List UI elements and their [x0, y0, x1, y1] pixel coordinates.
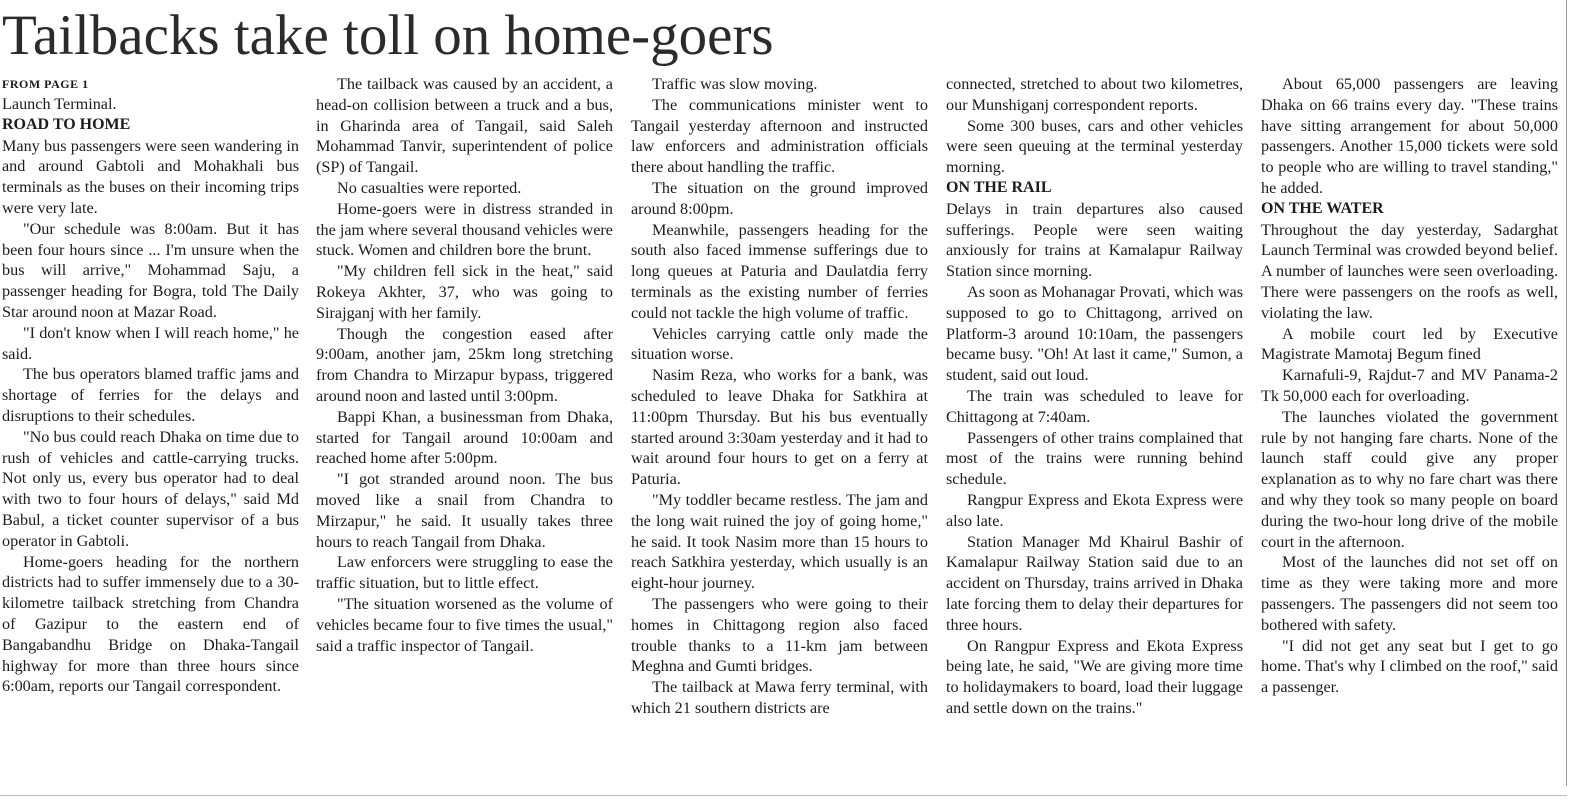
paragraph: Home-goers were in distress stranded in the jam where several thousand vehicles were stuck. Women and children bore the brunt. — [316, 199, 613, 260]
paragraph: Delays in train departures also caused sufferings. People were seen waiting anxiously for trains at Kamalapur Railway Station since morning. — [946, 199, 1243, 281]
paragraph: "The situation worsened as the volume of vehicles became four to five times the usual," said a traffic inspector of Tangail. — [316, 594, 613, 655]
paragraph: Throughout the day yesterday, Sadarghat Launch Terminal was crowded beyond belief. A number of launches were seen overloading. There were passengers on the roofs as well, violating the law. — [1261, 220, 1558, 322]
paragraph: "No bus could reach Dhaka on time due to rush of vehicles and cattle-carrying trucks. Not only us, every bus operator had to deal with two to four hours of delays," said Md Babul, a ticket counter supervisor of a bus operator in Gabtoli. — [2, 427, 299, 550]
jump-kicker: FROM PAGE 1 — [2, 77, 89, 91]
continued-line: Launch Terminal. — [2, 95, 117, 113]
paragraph: connected, stretched to about two kilometres, our Munshiganj correspondent reports. — [946, 75, 1243, 114]
paragraph: Bappi Khan, a businessman from Dhaka, started for Tangail around 10:00am and reached home after 5:00pm. — [316, 407, 613, 468]
paragraph: Home-goers heading for the northern districts had to suffer immensely due to a 30-kilometre tailback stretching from Chandra of Gazipur to the eastern end of Bangabandhu Bridge on Dhaka-Tangail highway for more than three hours since 6:00am, reports our Tangail correspondent. — [2, 552, 299, 696]
article-columns — [0, 74, 1566, 786]
paragraph: On Rangpur Express and Ekota Express being late, he said, "We are giving more time to holidaymakers to board, load their luggage and settle down on the trains." — [946, 636, 1243, 717]
bottom-border-rule — [0, 795, 1567, 796]
paragraph: A mobile court led by Executive Magistrate Mamotaj Begum fined — [1261, 324, 1558, 364]
column-2 — [316, 74, 613, 786]
paragraph: "I don't know when I will reach home," he said. — [2, 323, 299, 363]
column-5 — [1261, 74, 1558, 786]
paragraph: Vehicles carrying cattle only made the situation worse. — [631, 324, 928, 364]
paragraph: Though the congestion eased after 9:00am, another jam, 25km long stretching from Chandra to Mirzapur bypass, triggered around noon and lasted until 3:00pm. — [316, 324, 613, 405]
paragraph: The passengers who were going to their homes in Chittagong region also faced trouble thanks to a 11-km jam between Meghna and Gumti bridges. — [631, 594, 928, 676]
paragraph: Passengers of other trains complained that most of the trains were running behind schedule. — [946, 428, 1243, 489]
paragraph: Nasim Reza, who works for a bank, was scheduled to leave Dhaka for Satkhira at 11:00pm Thursday. But his bus eventually started around 3:30am yesterday and it had to wait around four hours to get on a ferry at Paturia. — [631, 366, 928, 489]
paragraph: Station Manager Md Khairul Bashir of Kamalapur Railway Station said due to an accident on Thursday, trains arrived in Dhaka late forcing them to delay their departures for three hours. — [946, 532, 1243, 634]
paragraph: Meanwhile, passengers heading for the south also faced immense sufferings due to long queues at Paturia and Daulatdia ferry terminals as the existing number of ferries could not tackle the high volume of traffic. — [631, 220, 928, 322]
paragraph: Karnafuli-9, Rajdut-7 and MV Panama-2 Tk 50,000 each for overloading. — [1261, 366, 1558, 405]
right-border-rule — [1566, 0, 1567, 786]
paragraph: Law enforcers were struggling to ease the traffic situation, but to little effect. — [316, 553, 613, 593]
paragraph: The tailback at Mawa ferry terminal, with which 21 southern districts are — [631, 678, 928, 717]
paragraph: About 65,000 passengers are leaving Dhaka on 66 trains every day. "These trains have sitting arrangement for about 50,000 passengers. Another 15,000 tickets were sold to people who are willing to travel standing," he added. — [1261, 75, 1558, 197]
paragraph: The launches violated the government rule by not hanging fare charts. None of the launch staff could give any proper explanation as to why no fare chart was there and why they took so many people on board during the two-hour long drive of the mobile court in the afternoon. — [1261, 407, 1558, 551]
paragraph: As soon as Mohanagar Provati, which was supposed to go to Chittagong, arrived on Platform-3 around 10:10am, the passengers became busy. "Oh! At last it came," Sumon, a student, said out loud. — [946, 282, 1243, 385]
subhead-road-to-home: ROAD TO HOME — [2, 115, 131, 133]
paragraph: "My children fell sick in the heat," said Rokeya Akhter, 37, who was going to Sirajganj with her family. — [316, 262, 613, 322]
column-3 — [631, 74, 928, 786]
paragraph: Many bus passengers were seen wandering in and around Gabtoli and Mohakhali bus terminals as the buses on their incoming trips were very late. — [2, 136, 299, 217]
paragraph: "My toddler became restless. The jam and the long wait ruined the joy of going home," he said. It took Nasim more than 15 hours to reach Satkhira yesterday, which usually is an eight-hour journey. — [631, 490, 928, 593]
paragraph: No casualties were reported. — [337, 178, 522, 197]
paragraph: "I got stranded around noon. The bus moved like a snail from Chandra to Mirzapur," he said. It usually takes three hours to reach Tangail from Dhaka. — [316, 470, 613, 551]
column-1 — [2, 74, 299, 786]
paragraph: "I did not get any seat but I get to go home. That's why I climbed on the roof," said a passenger. — [1261, 636, 1558, 697]
paragraph: The train was scheduled to leave for Chittagong at 7:40am. — [946, 386, 1243, 426]
paragraph: The bus operators blamed traffic jams and shortage of ferries for the delays and disruptions to their schedules. — [2, 365, 299, 425]
paragraph: Some 300 buses, cars and other vehicles were seen queuing at the terminal yesterday morning. — [946, 116, 1243, 177]
paragraph: Rangpur Express and Ekota Express were also late. — [946, 490, 1243, 530]
headline: Tailbacks take toll on home-goers — [2, 4, 774, 67]
paragraph: The communications minister went to Tangail yesterday afternoon and instructed law enforcers and administration officials there about handling the traffic. — [631, 95, 928, 177]
subhead-on-the-rail: ON THE RAIL — [946, 178, 1052, 196]
paragraph: The situation on the ground improved around 8:00pm. — [631, 178, 928, 218]
paragraph: The tailback was caused by an accident, a head-on collision between a truck and a bus, in Gharinda area of Tangail, said Saleh Mohammad Tanvir, superintendent of police (SP) of Tangail. — [316, 75, 613, 177]
paragraph: "Our schedule was 8:00am. But it has been four hours since ... I'm unsure when the bus will arrive," Mohammad Saju, a passenger heading for Bogra, told The Daily Star around noon at Mazar Road. — [2, 219, 299, 321]
subhead-on-the-water: ON THE WATER — [1261, 199, 1384, 217]
column-4 — [946, 74, 1243, 786]
paragraph: Most of the launches did not set off on time as they were taking more and more passengers. The passengers did not seem too bothered with safety. — [1261, 553, 1558, 634]
paragraph: Traffic was slow moving. — [652, 75, 818, 93]
